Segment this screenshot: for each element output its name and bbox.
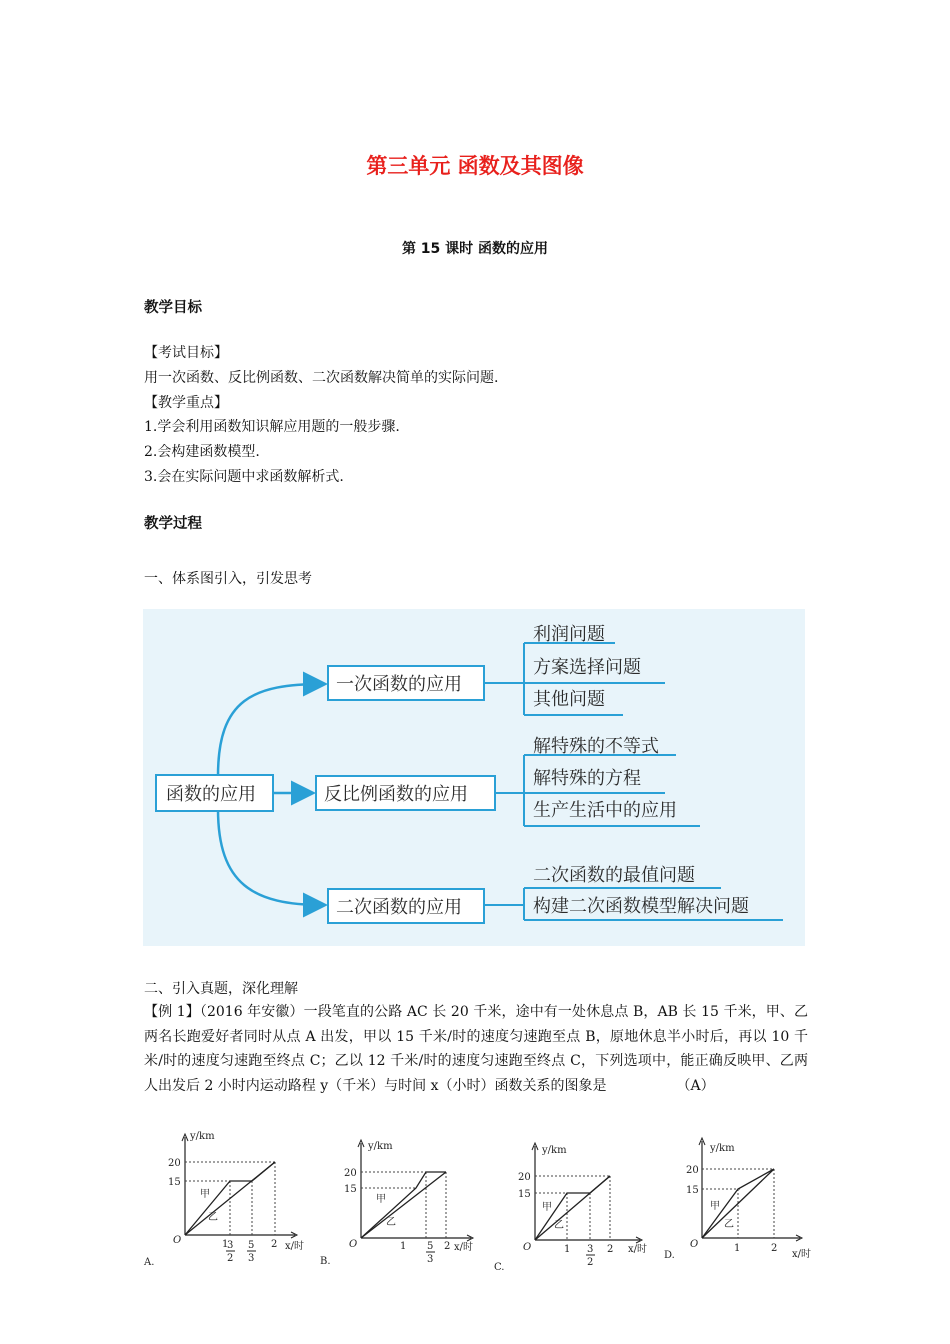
- step-1-heading: 一、体系图引入，引发思考: [144, 571, 312, 587]
- x-tick-2: 2: [271, 1239, 278, 1250]
- exam-objective-label: 【考试目标】: [144, 345, 228, 361]
- fraction-den: 2: [587, 1257, 594, 1268]
- origin-label: O: [523, 1242, 532, 1253]
- connector-bottom: [218, 809, 323, 905]
- process-heading: 教学过程: [144, 516, 202, 532]
- origin-label: O: [173, 1235, 182, 1246]
- x-tick-2: 2: [771, 1243, 778, 1254]
- connector-top: [218, 684, 323, 776]
- option-d-label: D.: [664, 1250, 675, 1261]
- x-axis-label: x/时: [454, 1242, 474, 1253]
- fraction-num: 5: [427, 1241, 434, 1252]
- fraction-den: 3: [248, 1253, 255, 1264]
- origin-label: O: [349, 1239, 358, 1250]
- fraction-num: 3: [227, 1240, 234, 1251]
- y-tick-20: 20: [686, 1165, 699, 1176]
- option-c-graph: [490, 1140, 660, 1275]
- x-axis-label: x/时: [628, 1244, 648, 1255]
- objectives-heading: 教学目标: [144, 300, 202, 316]
- example-answer: （A）: [676, 1077, 715, 1094]
- option-b-graph: [316, 1135, 486, 1270]
- example-1-text: [144, 1000, 808, 1098]
- y-axis-label: y/km: [368, 1141, 393, 1152]
- yi-label: 乙: [386, 1217, 396, 1228]
- leaf-profit: 利润问题: [533, 624, 605, 645]
- x-axis-label: x/时: [792, 1249, 812, 1260]
- jia-label: 甲: [200, 1189, 210, 1200]
- y-axis-label: y/km: [542, 1145, 567, 1156]
- branch-label-inverse: 反比例函数的应用: [324, 784, 468, 805]
- x-tick-2: 2: [607, 1244, 614, 1255]
- jia-label: 甲: [376, 1194, 386, 1205]
- y-tick-20: 20: [168, 1158, 181, 1169]
- y-tick-20: 20: [344, 1168, 357, 1179]
- key-point-1: 1.学会利用函数知识解应用题的一般步骤.: [144, 419, 400, 435]
- jia-label: 甲: [710, 1201, 720, 1212]
- leaf-special-inequality: 解特殊的不等式: [533, 736, 659, 757]
- leaf-quadratic-model: 构建二次函数模型解决问题: [533, 896, 749, 917]
- option-b-label: B.: [320, 1256, 331, 1267]
- leaf-daily-life: 生产生活中的应用: [533, 800, 677, 821]
- key-points-label: 【教学重点】: [144, 395, 228, 411]
- leaf-quadratic-extreme: 二次函数的最值问题: [533, 865, 695, 886]
- yi-label: 乙: [208, 1212, 218, 1223]
- exam-objective-text: 用一次函数、反比例函数、二次函数解决简单的实际问题.: [144, 370, 499, 386]
- x-tick-1: 1: [400, 1241, 407, 1252]
- option-c-label: C.: [494, 1262, 505, 1273]
- fraction-num: 3: [587, 1244, 594, 1255]
- y-axis-label: y/km: [190, 1131, 215, 1142]
- x-tick-1: 1: [564, 1244, 571, 1255]
- step-2-heading: 二、引入真题，深化理解: [144, 981, 298, 997]
- key-point-3: 3.会在实际问题中求函数解析式.: [144, 469, 344, 485]
- origin-label: O: [690, 1239, 699, 1250]
- yi-label: 乙: [554, 1220, 564, 1231]
- y-tick-20: 20: [518, 1172, 531, 1183]
- option-a-label: A.: [144, 1257, 155, 1268]
- option-d-graph: [660, 1135, 830, 1270]
- fraction-num: 5: [248, 1240, 255, 1251]
- example-question: 【例 1】（2016 年安徽）一段笔直的公路 AC 长 20 千米，途中有一处休息点 B，AB 长 15 千米，甲、乙两名长跑爱好者同时从点 A 出发，甲以 15 千米/时的速度匀速跑至点 B，原地休息半小时后，再以 10 千米/时的速度匀速跑至终点 C；乙以 12 千米/时的速度匀速跑至终点 C，下列选项中，能正确反映甲、乙两人出发后 2 小时内运动路程 y（千米）与时间 x（小时）函数关系的图象是: [144, 1004, 808, 1094]
- fraction-den: 2: [227, 1253, 234, 1264]
- y-tick-15: 15: [518, 1189, 531, 1200]
- x-axis-label: x/时: [285, 1241, 305, 1252]
- y-tick-15: 15: [686, 1185, 699, 1196]
- fraction-den: 3: [427, 1254, 434, 1265]
- x-tick-1: 1: [734, 1243, 741, 1254]
- x-tick-2: 2: [444, 1241, 451, 1252]
- y-tick-15: 15: [168, 1177, 181, 1188]
- y-axis-label: y/km: [710, 1143, 735, 1154]
- x-tick-1: 1: [222, 1239, 229, 1250]
- yi-label: 乙: [724, 1219, 734, 1230]
- mind-map-svg: [143, 609, 805, 946]
- y-tick-15: 15: [344, 1184, 357, 1195]
- lesson-title: 第 15 课时 函数的应用: [401, 241, 549, 257]
- root-label: 函数的应用: [166, 784, 256, 805]
- branch-label-linear: 一次函数的应用: [336, 674, 462, 695]
- key-point-2: 2.会构建函数模型.: [144, 444, 260, 460]
- jia-label: 甲: [542, 1202, 552, 1213]
- leaf-other: 其他问题: [533, 689, 605, 710]
- option-a-graph: [140, 1125, 310, 1270]
- unit-title: 第三单元 函数及其图像: [366, 154, 584, 178]
- leaf-plan-choice: 方案选择问题: [533, 657, 641, 678]
- mind-map-diagram: [143, 609, 805, 946]
- leaf-special-equation: 解特殊的方程: [533, 768, 641, 789]
- branch-label-quadratic: 二次函数的应用: [336, 897, 462, 918]
